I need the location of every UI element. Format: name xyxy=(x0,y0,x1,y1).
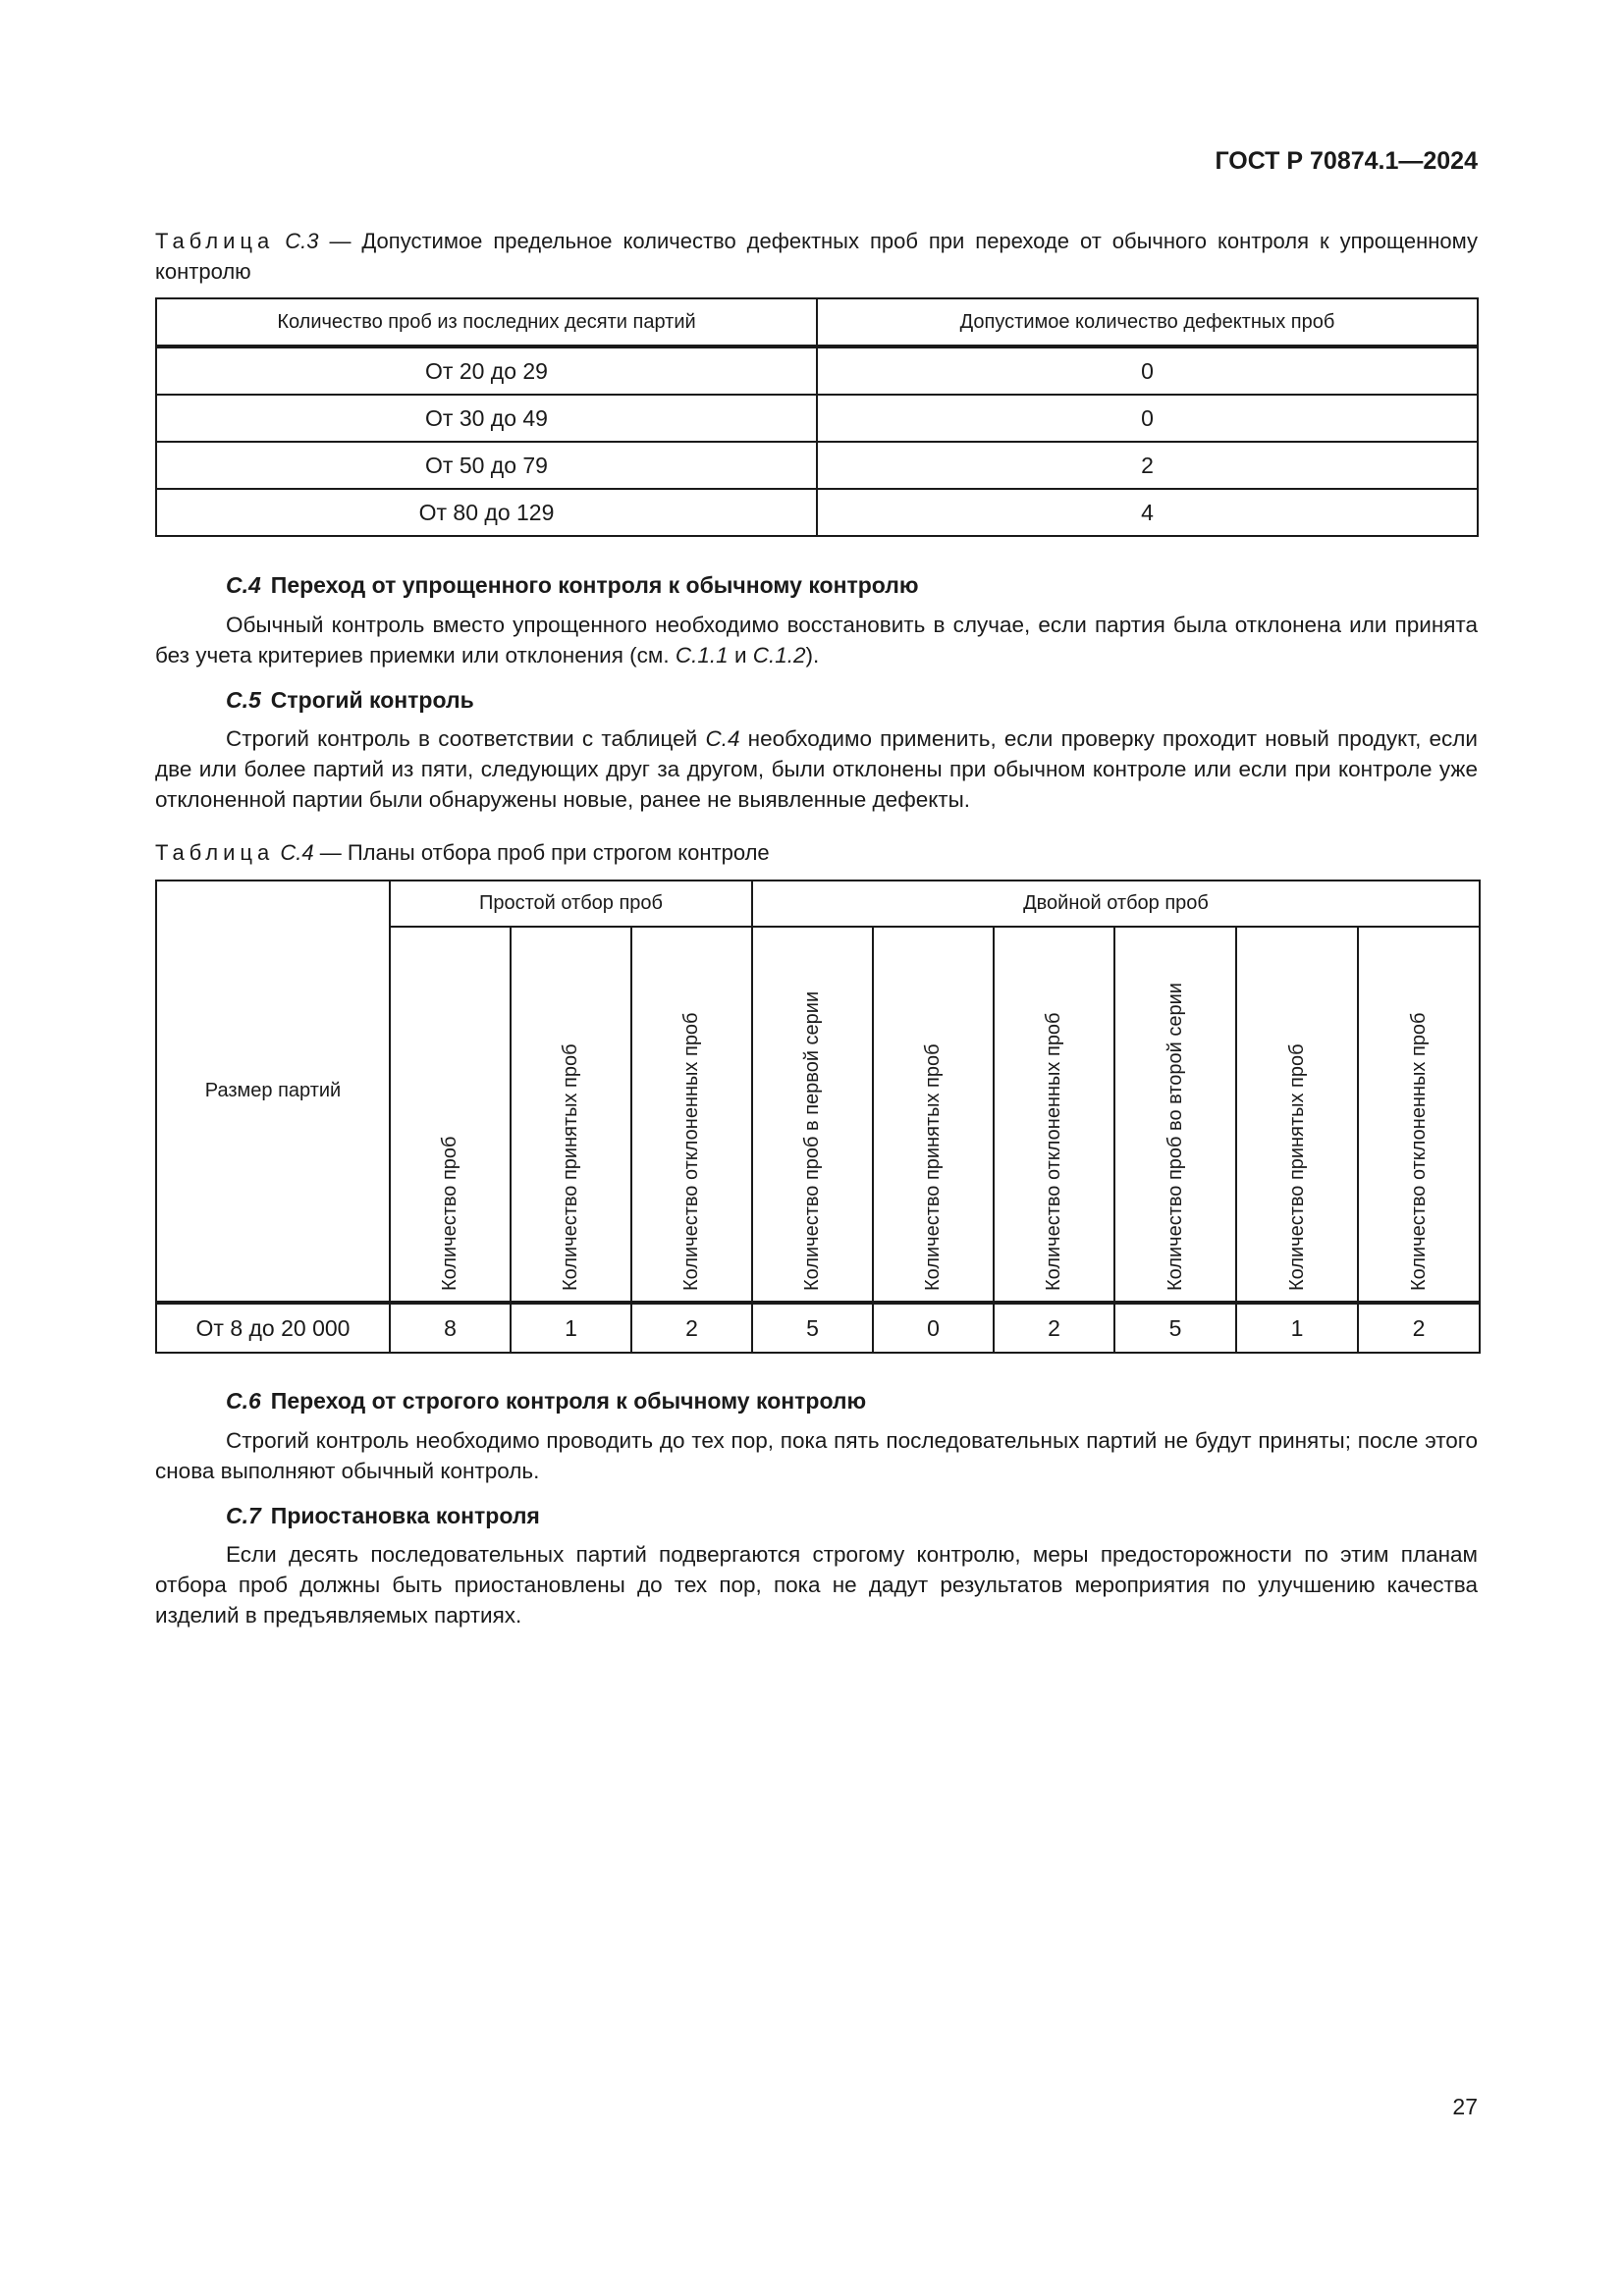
table-c3-header-row xyxy=(156,298,1478,347)
section-c5-title: Строгий контроль xyxy=(270,687,474,713)
table-c3-col1-header: Количество проб из последних десяти партий xyxy=(156,298,817,347)
table-c4-col-header xyxy=(752,927,873,1303)
table-c4-col-header xyxy=(873,927,994,1303)
section-c7-heading xyxy=(226,1503,540,1529)
page-number: 27 xyxy=(1452,2094,1478,2119)
section-c5-paragraph xyxy=(155,723,1478,815)
section-c5-heading xyxy=(226,687,474,714)
table-c4-caption-prefix: Таблица xyxy=(155,840,275,865)
table-c4-col-label: Количество принятых проб xyxy=(1285,1043,1308,1291)
table-row xyxy=(156,489,1478,536)
table-c4-caption xyxy=(155,837,1478,868)
table-c3-range-cell: От 30 до 49 xyxy=(156,395,817,442)
table-c3-caption-text: — Допустимое предельное количество дефектных проб при переходе от обычного контроля к упрощенному контролю xyxy=(155,229,1478,284)
section-c6-heading xyxy=(226,1388,866,1415)
section-c6-paragraph: Строгий контроль необходимо проводить до тех пор, пока пять последовательных партий не будут приняты; после этого снова выполняют обычный контроль. xyxy=(155,1428,1478,1483)
section-c4-ref2: С.1.2 xyxy=(752,643,806,667)
table-c4-col-label: Количество отклоненных проб xyxy=(1407,1012,1430,1291)
table-c4-col-header xyxy=(511,927,631,1303)
table-c4-caption-text: — Планы отбора проб при строгом контроле xyxy=(313,840,770,865)
section-c4-heading xyxy=(226,572,919,599)
table-c3-value-cell: 2 xyxy=(817,442,1478,489)
section-c6-title: Переход от строгого контроля к обычному контролю xyxy=(270,1388,867,1414)
table-c4-value-cell: 5 xyxy=(1114,1303,1236,1353)
table-c4-value-cell: 8 xyxy=(390,1303,511,1353)
table-c4-col-label: Количество принятых проб xyxy=(560,1043,581,1291)
table-c4-value-cell: 2 xyxy=(994,1303,1114,1353)
table-c3-value-cell: 0 xyxy=(817,347,1478,395)
table-c3-col2-header: Допустимое количество дефектных проб xyxy=(817,298,1478,347)
table-c4-col-label: Количество проб xyxy=(439,1136,460,1291)
table-c3-range-cell: От 50 до 79 xyxy=(156,442,817,489)
table-c4-caption-ref: С.4 xyxy=(280,840,314,865)
section-c5-text-a: Строгий контроль в соответствии с таблицей xyxy=(226,726,706,751)
section-c4-text-c: ). xyxy=(805,643,820,667)
table-c4-value-cell: 5 xyxy=(752,1303,873,1353)
table-c4-value-cell: 1 xyxy=(1236,1303,1358,1353)
table-row xyxy=(156,1303,1480,1353)
table-c3-range-cell: От 20 до 29 xyxy=(156,347,817,395)
document-number: ГОСТ Р 70874.1—2024 xyxy=(1215,147,1478,175)
table-c4-value-cell: 0 xyxy=(873,1303,994,1353)
table-c3-range-cell: От 80 до 129 xyxy=(156,489,817,536)
table-c4-col-header xyxy=(1236,927,1358,1303)
table-c4-col-label: Количество отклоненных проб xyxy=(1043,1012,1064,1291)
section-c5-ref: С.4 xyxy=(705,726,740,751)
table-c4-col-header xyxy=(631,927,752,1303)
section-c7-number: С.7 xyxy=(226,1503,261,1528)
section-c5-number: С.5 xyxy=(226,687,261,713)
section-c7-paragraph: Если десять последовательных партий подвергаются строгому контролю, меры предосторожности по этим планам отбора проб должны быть приостановлены до тех пор, пока не дадут результатов мероприятия по улучшению качества изделий в предъявляемых партиях. xyxy=(155,1542,1478,1628)
table-c4-col-label: Количество проб в первой серии xyxy=(801,990,823,1291)
table-c4-col-header xyxy=(390,927,511,1303)
table-c4-col-header xyxy=(1114,927,1236,1303)
table-c4-size-header: Размер партий xyxy=(156,881,390,1303)
table-c3-caption xyxy=(155,226,1478,287)
table-c4-group-double: Двойной отбор проб xyxy=(752,881,1480,927)
section-c4-paragraph xyxy=(155,610,1478,670)
section-c4-ref1: С.1.1 xyxy=(675,643,729,667)
table-c4 xyxy=(155,880,1481,1354)
table-c3 xyxy=(155,297,1479,537)
section-c6-number: С.6 xyxy=(226,1388,261,1414)
table-c4-group-row xyxy=(156,881,1480,927)
section-c4-text-b: и xyxy=(728,643,753,667)
table-c3-caption-ref: С.3 xyxy=(285,229,319,253)
table-c4-col-label: Количество принятых проб xyxy=(922,1043,944,1291)
table-c4-value-cell: 1 xyxy=(511,1303,631,1353)
section-c4-title: Переход от упрощенного контроля к обычному контролю xyxy=(270,572,919,598)
section-c5-text-b: необходимо применить, если проверку проходит новый продукт, если две или более партий из пяти, следующих друг за другом, были отклонены при обычном контроле или если при контроле уже отклоненной партии были обнаружены новые, ранее не выявленные дефекты. xyxy=(155,726,1478,812)
table-row xyxy=(156,395,1478,442)
table-c3-caption-prefix: Таблица xyxy=(155,229,275,253)
table-c4-value-cell: 2 xyxy=(1358,1303,1480,1353)
table-c4-col-header xyxy=(994,927,1114,1303)
table-c3-value-cell: 4 xyxy=(817,489,1478,536)
section-c4-number: С.4 xyxy=(226,572,261,598)
table-c4-group-single: Простой отбор проб xyxy=(390,881,752,927)
table-c4-col-label: Количество отклоненных проб xyxy=(680,1012,702,1291)
table-row xyxy=(156,347,1478,395)
section-c7-title: Приостановка контроля xyxy=(270,1503,540,1528)
table-row xyxy=(156,442,1478,489)
table-c4-col-label: Количество проб во второй серии xyxy=(1164,983,1186,1291)
table-c4-size-cell: От 8 до 20 000 xyxy=(156,1303,390,1353)
section-c4-text-a: Обычный контроль вместо упрощенного необходимо восстановить в случае, если партия была отклонена или принята без учета критериев приемки или отклонения (см. xyxy=(155,613,1478,667)
table-c4-value-cell: 2 xyxy=(631,1303,752,1353)
table-c4-col-header xyxy=(1358,927,1480,1303)
table-c3-value-cell: 0 xyxy=(817,395,1478,442)
